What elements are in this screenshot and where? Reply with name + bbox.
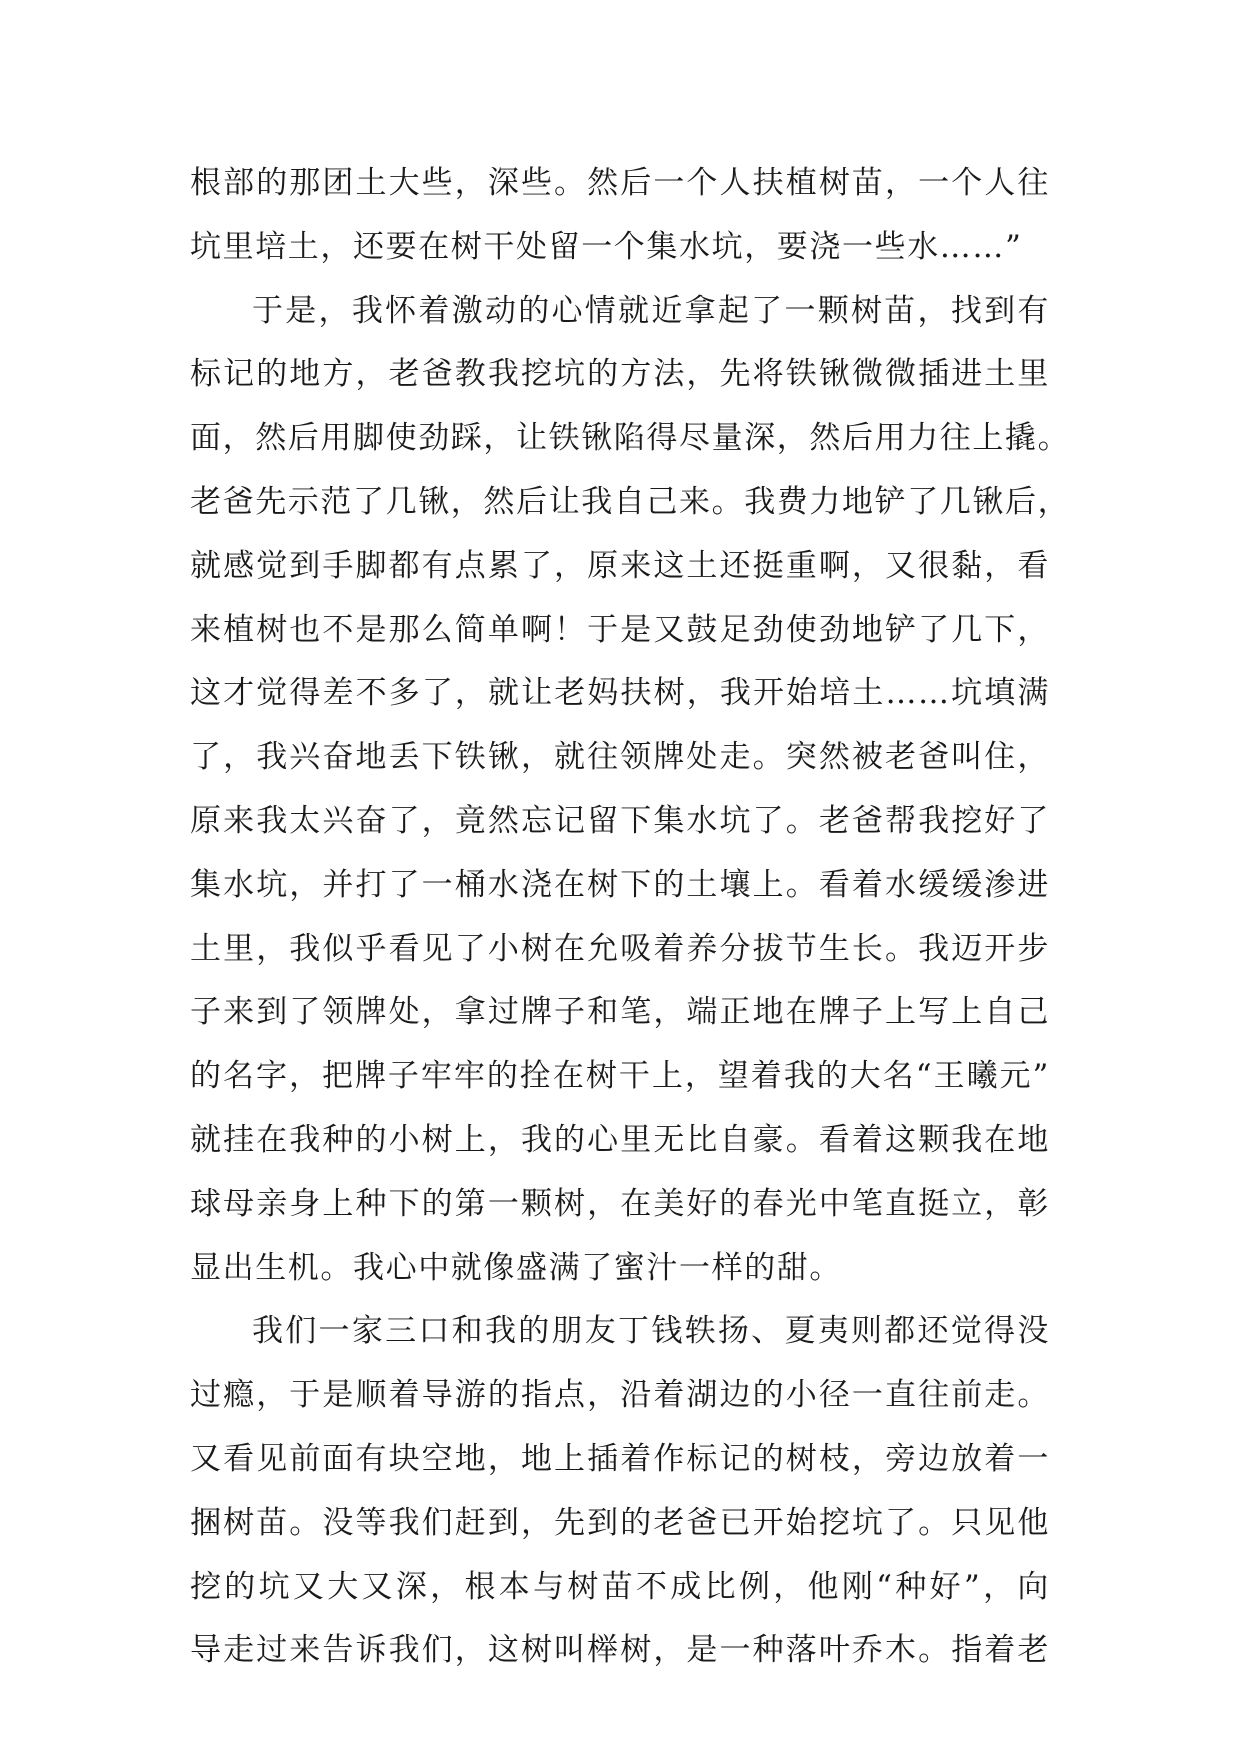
body-text — [190, 152, 1071, 1683]
text-line: 于是，我怀着激动的心情就近拿起了一颗树苗，找到有 — [252, 292, 1050, 329]
text-line: 就感觉到手脚都有点累了，原来这土还挺重啊，又很黏，看 — [190, 547, 1050, 584]
text-line: 集水坑，并打了一桶水浇在树下的土壤上。看着水缓缓渗进 — [190, 866, 1050, 903]
text-line: 土里，我似乎看见了小树在允吸着养分拔节生长。我迈开步 — [190, 930, 1050, 967]
text-line: 球母亲身上种下的第一颗树，在美好的春光中笔直挺立，彰 — [190, 1185, 1050, 1222]
text-line: 过瘾，于是顺着导游的指点，沿着湖边的小径一直往前走。 — [190, 1377, 1050, 1414]
text-line: 导走过来告诉我们，这树叫榉树，是一种落叶乔木。指着老 — [190, 1632, 1050, 1669]
text-line: 就挂在我种的小树上，我的心里无比自豪。看着这颗我在地 — [190, 1121, 1050, 1158]
text-line: 又看见前面有块空地，地上插着作标记的树枝，旁边放着一 — [190, 1440, 1050, 1477]
text-line: 面，然后用脚使劲踩，让铁锹陷得尽量深，然后用力往上撬。 — [190, 420, 1071, 457]
text-line: 挖的坑又大又深，根本与树苗不成比例，他刚“种好”，向 — [190, 1568, 1050, 1605]
text-line: 原来我太兴奋了，竟然忘记留下集水坑了。老爸帮我挖好了 — [190, 802, 1050, 839]
text-line: 了，我兴奋地丢下铁锹，就往领牌处走。突然被老爸叫住， — [190, 739, 1050, 776]
text-line: 坑里培土，还要在树干处留一个集水坑，要浇一些水……” — [190, 228, 1023, 265]
text-line: 根部的那团土大些，深些。然后一个人扶植树苗，一个人往 — [190, 165, 1050, 201]
text-line: 子来到了领牌处，拿过牌子和笔，端正地在牌子上写上自己 — [190, 994, 1050, 1031]
text-line: 来植树也不是那么简单啊！于是又鼓足劲使劲地铲了几下， — [190, 611, 1050, 648]
text-line: 显出生机。我心中就像盛满了蜜汁一样的甜。 — [190, 1249, 842, 1286]
text-line: 我们一家三口和我的朋友丁钱轶扬、夏夷则都还觉得没 — [252, 1313, 1050, 1350]
text-line: 标记的地方，老爸教我挖坑的方法，先将铁锹微微插进土里 — [190, 356, 1050, 393]
text-line: 老爸先示范了几锹，然后让我自己来。我费力地铲了几锹后， — [190, 483, 1071, 520]
text-line: 捆树苗。没等我们赶到，先到的老爸已开始挖坑了。只见他 — [190, 1504, 1050, 1541]
text-line: 的名字，把牌子牢牢的拴在树干上，望着我的大名“王曦元” — [190, 1058, 1050, 1095]
text-line: 这才觉得差不多了，就让老妈扶树，我开始培土……坑填满 — [190, 675, 1050, 712]
